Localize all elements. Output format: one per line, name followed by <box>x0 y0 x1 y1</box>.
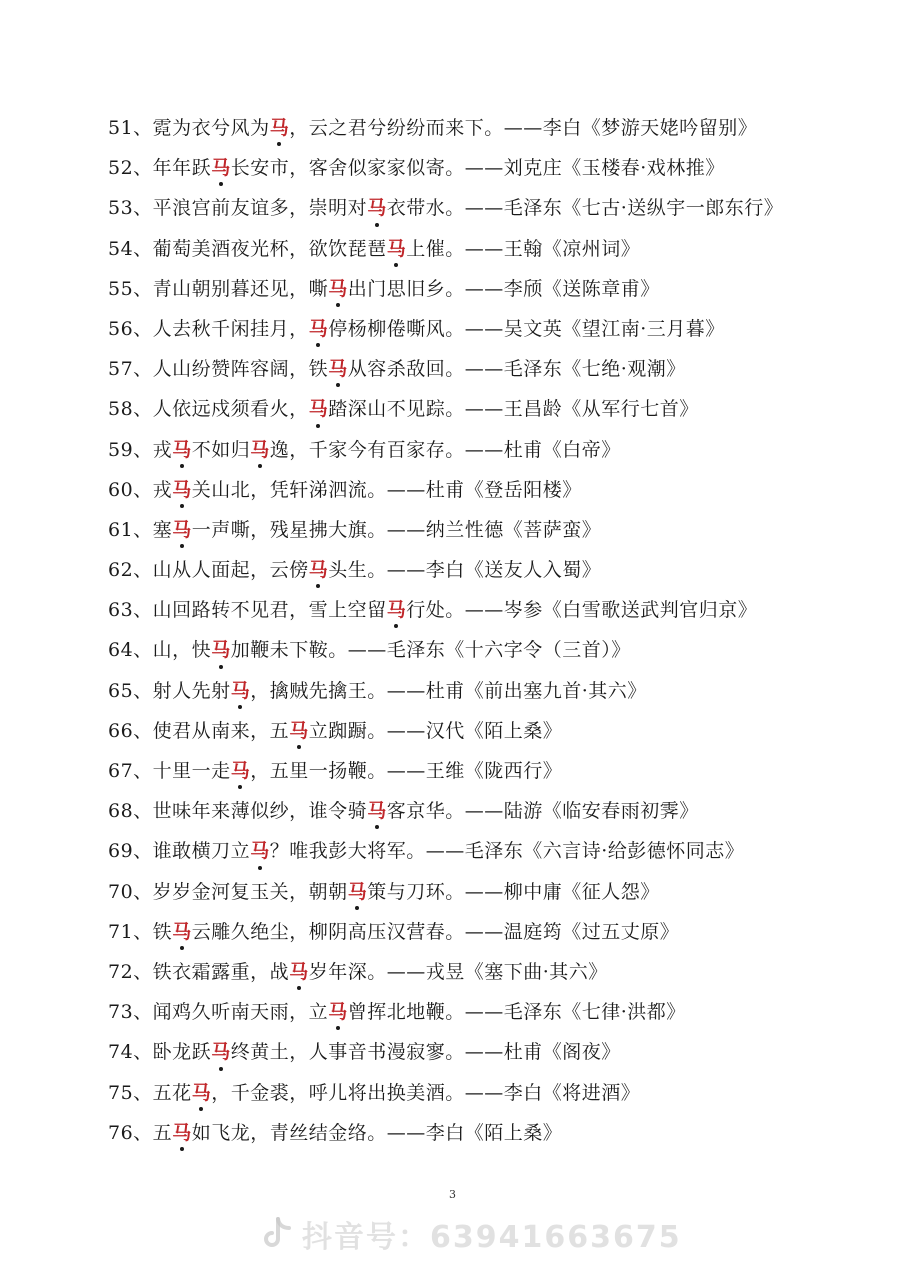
poem-line <box>108 751 868 791</box>
poem-line <box>108 711 868 751</box>
poem-line <box>108 992 868 1032</box>
line-text: 63、山回路转不见君，雪上空留 <box>108 599 387 622</box>
line-text: 岁年深。——戎昱《塞下曲·其六》 <box>308 960 608 983</box>
line-text: 65、射人先射 <box>108 679 231 702</box>
poem-line <box>108 1032 868 1072</box>
highlight-char: 马 <box>250 430 270 470</box>
line-text: 从容杀敌回。——毛泽东《七绝·观潮》 <box>347 358 686 381</box>
line-text: 71、铁 <box>108 920 173 943</box>
highlight-char: 马 <box>309 389 329 429</box>
poem-line <box>108 1113 868 1153</box>
tiktok-icon <box>262 1217 292 1251</box>
line-text: 56、人去秋千闲挂月， <box>108 317 309 340</box>
line-text: 51、霓为衣兮风为 <box>108 117 270 139</box>
highlight-char: 马 <box>348 872 368 912</box>
line-text: ，千金裘，呼儿将出换美酒。——李白《将进酒》 <box>211 1081 641 1104</box>
watermark <box>262 1212 682 1256</box>
highlight-char: 马 <box>172 1113 192 1153</box>
highlight-char: 马 <box>367 188 387 228</box>
poem-line <box>108 349 868 389</box>
highlight-char: 马 <box>387 590 407 630</box>
highlight-char: 马 <box>289 711 309 751</box>
highlight-char: 马 <box>211 148 231 188</box>
line-text: 57、人山纷赞阵容阔，铁 <box>108 358 329 381</box>
line-text: 55、青山朝别暮还见，嘶 <box>108 277 329 300</box>
line-text: 68、世味年来薄似纱，谁令骑 <box>108 800 368 823</box>
line-text: 加鞭未下鞍。——毛泽东《十六字令（三首）》 <box>230 639 631 662</box>
highlight-char: 马 <box>328 992 348 1032</box>
line-text: 如飞龙，青丝结金络。——李白《陌上桑》 <box>191 1121 563 1144</box>
line-text: 立踟蹰。——汉代《陌上桑》 <box>308 719 563 742</box>
poem-line <box>108 1073 868 1113</box>
poem-line <box>108 952 868 992</box>
line-text: 72、铁衣霜露重，战 <box>108 960 290 983</box>
line-text: 关山北，凭轩涕泗流。——杜甫《登岳阳楼》 <box>191 478 582 501</box>
line-text: ？唯我彭大将军。——毛泽东《六言诗·给彭德怀同志》 <box>269 840 745 863</box>
line-text: 62、山从人面起，云傍 <box>108 559 309 582</box>
highlight-char: 马 <box>211 1032 231 1072</box>
line-text: 73、闻鸡久听南天雨，立 <box>108 1001 329 1024</box>
page-number: 3 <box>449 1188 456 1201</box>
poem-line <box>108 671 868 711</box>
highlight-char: 马 <box>289 952 309 992</box>
highlight-char: 马 <box>172 470 192 510</box>
line-text: 一声嘶，残星拂大旗。——纳兰性德《菩萨蛮》 <box>191 518 602 541</box>
line-text: 衣带水。——毛泽东《七古·送纵宇一郎东行》 <box>386 197 784 220</box>
highlight-char: 马 <box>309 309 329 349</box>
line-text: 策与刀环。——柳中庸《征人怨》 <box>367 880 660 903</box>
highlight-char: 马 <box>231 751 251 791</box>
line-text: 66、使君从南来，五 <box>108 719 290 742</box>
highlight-char: 马 <box>309 550 329 590</box>
highlight-char: 马 <box>270 108 290 148</box>
poem-line <box>108 791 868 831</box>
line-text: 54、葡萄美酒夜光杯，欲饮琵琶 <box>108 237 387 260</box>
poem-line <box>108 872 868 912</box>
line-text: ，五里一扬鞭。——王维《陇西行》 <box>250 760 563 782</box>
highlight-char: 马 <box>328 349 348 389</box>
line-text: 64、山，快 <box>108 639 212 662</box>
watermark-text: 抖音号：63941663675 <box>302 1220 682 1255</box>
highlight-char: 马 <box>211 630 231 670</box>
line-text: 58、人依远戍须看火， <box>108 398 309 421</box>
poem-line <box>108 108 868 148</box>
highlight-char: 马 <box>172 510 192 550</box>
poem-line <box>108 470 868 510</box>
line-text: 逸，千家今有百家存。——杜甫《白帝》 <box>269 438 621 461</box>
highlight-char: 马 <box>328 269 348 309</box>
line-text: 75、五花 <box>108 1081 192 1104</box>
poem-line <box>108 269 868 309</box>
highlight-char: 马 <box>367 791 387 831</box>
highlight-char: 马 <box>172 912 192 952</box>
line-text: 61、塞 <box>108 518 173 541</box>
highlight-char: 马 <box>172 430 192 470</box>
poem-line <box>108 831 868 871</box>
line-text: 终黄土，人事音书漫寂寥。——杜甫《阁夜》 <box>230 1041 621 1064</box>
highlight-char: 马 <box>231 671 251 711</box>
line-text: 不如归 <box>191 438 251 461</box>
poem-line <box>108 630 868 670</box>
poem-line <box>108 912 868 952</box>
line-text: 客京华。——陆游《临安春雨初霁》 <box>386 800 699 823</box>
line-text: 60、戎 <box>108 478 173 501</box>
line-text: 69、谁敢横刀立 <box>108 840 251 863</box>
poem-line <box>108 229 868 269</box>
line-text: 踏深山不见踪。——王昌龄《从军行七首》 <box>328 398 699 421</box>
highlight-char: 马 <box>192 1073 212 1113</box>
poem-line-list <box>108 108 868 1153</box>
line-text: 头生。——李白《送友人入蜀》 <box>328 559 602 582</box>
highlight-char: 马 <box>250 831 270 871</box>
line-text: 74、卧龙跃 <box>108 1041 212 1064</box>
poem-line <box>108 590 868 630</box>
line-text: ，擒贼先擒王。——杜甫《前出塞九首·其六》 <box>250 679 647 702</box>
poem-line <box>108 148 868 188</box>
poem-line <box>108 550 868 590</box>
line-text: 上催。——王翰《凉州词》 <box>406 237 641 260</box>
poem-line <box>108 510 868 550</box>
line-text: 70、岁岁金河复玉关，朝朝 <box>108 880 348 903</box>
poem-line <box>108 389 868 429</box>
line-text: ，云之君兮纷纷而来下。——李白《梦游天姥吟留别》 <box>289 117 758 139</box>
line-text: 长安市，客舍似家家似寄。——刘克庄《玉楼春·戏林推》 <box>230 157 725 180</box>
highlight-char: 马 <box>387 229 407 269</box>
line-text: 出门思旧乡。——李颀《送陈章甫》 <box>347 277 660 300</box>
line-text: 停杨柳倦嘶风。——吴文英《望江南·三月暮》 <box>328 317 725 340</box>
line-text: 59、戎 <box>108 438 173 461</box>
line-text: 67、十里一走 <box>108 760 231 782</box>
line-text: 52、年年跃 <box>108 157 212 180</box>
line-text: 曾挥北地鞭。——毛泽东《七律·洪都》 <box>347 1001 686 1024</box>
line-text: 53、平浪宫前友谊多，崇明对 <box>108 197 368 220</box>
line-text: 行处。——岑参《白雪歌送武判官归京》 <box>406 599 758 622</box>
poem-line <box>108 309 868 349</box>
line-text: 76、五 <box>108 1121 173 1144</box>
poem-line <box>108 430 868 470</box>
line-text: 云雕久绝尘，柳阴高压汉营春。——温庭筠《过五丈原》 <box>191 920 680 943</box>
poem-line <box>108 188 868 228</box>
